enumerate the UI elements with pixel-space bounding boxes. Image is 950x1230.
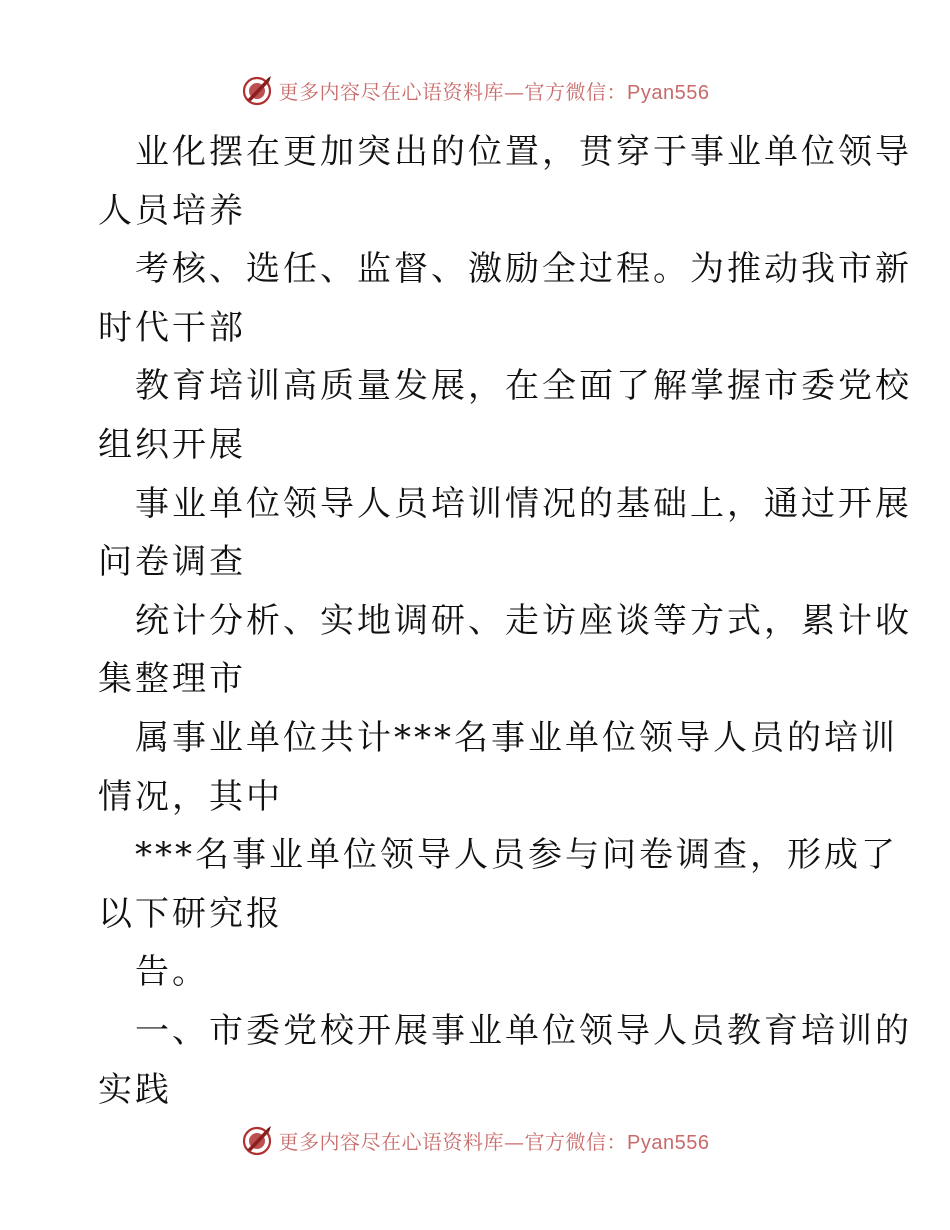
paragraph-line: 实践 [98,1069,172,1110]
paragraph-line: 告。 [135,952,209,993]
wechat-id: Pyan556 [627,1131,710,1154]
paragraph-line: 问卷调查 [98,542,246,583]
quill-logo-icon [241,74,273,106]
footer-banner [0,1120,950,1160]
document-body [98,123,912,1119]
header-banner-content[interactable] [241,74,710,106]
quill-logo-icon [241,1124,273,1156]
paragraph-line: 教育培训高质量发展，在全面了解掌握市委党校 [135,366,912,407]
paragraph-line: ***名事业单位领导人员参与问卷调查，形成了 [135,835,898,876]
paragraph-line: 以下研究报 [98,893,283,934]
paragraph-line: 属事业单位共计***名事业单位领导人员的培训 [135,717,898,758]
footer-banner-content[interactable] [241,1124,710,1156]
paragraph-line: 业化摆在更加突出的位置，贯穿于事业单位领导 [135,132,912,172]
paragraph-line: 考核、选任、监督、激励全过程。为推动我市新 [135,249,912,290]
header-banner-text: 更多内容尽在心语资料库—官方微信：Pyan556 [278,79,710,104]
paragraph-line: 集整理市 [98,659,246,700]
footer-banner-text: 更多内容尽在心语资料库—官方微信：Pyan556 [278,1129,710,1154]
header-banner [0,70,950,110]
paragraph-line: 一、市委党校开展事业单位领导人员教育培训的 [135,1010,912,1051]
paragraph-line: 统计分析、实地调研、走访座谈等方式，累计收 [135,600,912,641]
paragraph-line: 人员培养 [98,190,246,231]
paragraph-line: 组织开展 [98,424,246,465]
wechat-id: Pyan556 [627,81,710,104]
paragraph-line: 时代干部 [98,307,246,348]
paragraph-line: 事业单位领导人员培训情况的基础上，通过开展 [135,483,912,524]
paragraph-line: 情况，其中 [98,776,283,817]
